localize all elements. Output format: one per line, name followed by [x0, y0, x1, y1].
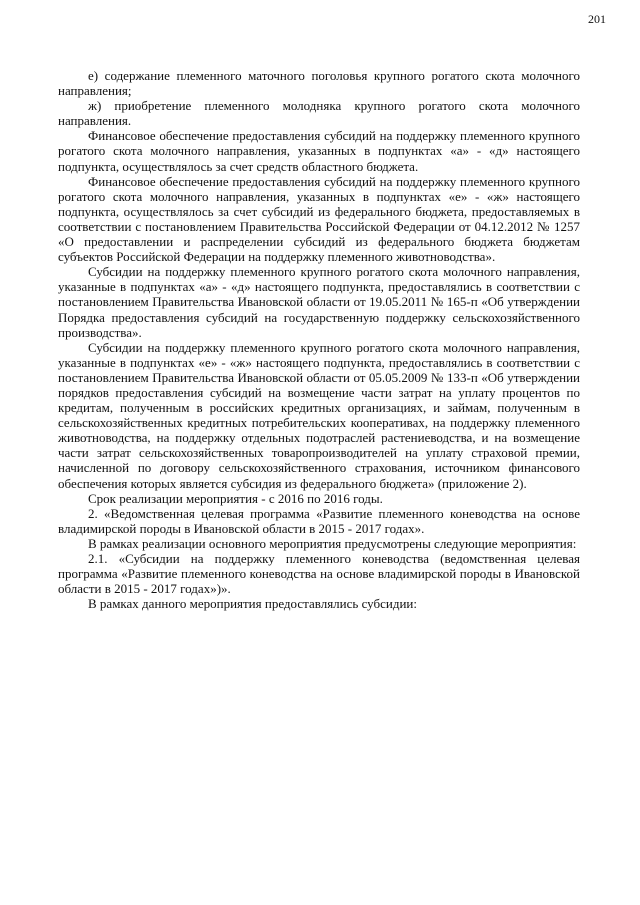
paragraph: Субсидии на поддержку племенного крупного рогатого скота молочного направления, указанные в подпунктах «е» - «ж» настоящего подпункта, предоставлялись в соответствии с постановлением Правительства Ивановской области от 05.05.2009 № 133-п «Об утверждении порядков предоставления субсидий на возмещение части затрат на уплату процентов по кредитам, полученным в российских кредитных организациях, и займам, полученным в сельскохозяйственных кредитных потребительских кооперативах, на поддержку племенного животноводства, на поддержку отдельных подотраслей растениеводства, и на возмещение части затрат сельскохозяйственных товаропроизводителей на уплату страховой премии, начисленной по договору сельскохозяйственного страхования, источником финансового обеспечения которых является субсидия из федерального бюджета» (приложение 2).	[58, 339, 580, 491]
body-text	[58, 68, 580, 611]
paragraph: Срок реализации мероприятия - с 2016 по 2016 годы.	[88, 490, 383, 506]
paragraph: Субсидии на поддержку племенного крупного рогатого скота молочного направления, указанные в подпунктах «а» - «д» настоящего подпункта, предоставлялись в соответствии с постановлением Правительства Ивановской области от 19.05.2011 № 165-п «Об утверждении Порядка предоставления субсидий на государственную поддержку сельскохозяйственного производства».	[58, 264, 580, 340]
paragraph: Финансовое обеспечение предоставления субсидий на поддержку племенного крупного рогатого скота молочного направления, указанных в подпунктах «а» - «д» настоящего подпункта, осуществлялось за счет средств областного бюджета.	[58, 128, 580, 174]
paragraph: Финансовое обеспечение предоставления субсидий на поддержку племенного крупного рогатого скота молочного направления, указанных в подпунктах «е» - «ж» настоящего подпункта, осуществлялось за счет субсидий из федерального бюджета, предоставляемых в соответствии с постановлением Правительства Российской Федерации от 04.12.2012 № 1257 «О предоставлении и распределении субсидий из федерального бюджета бюджетам субъектов Российской Федерации на поддержку племенного животноводства».	[58, 173, 580, 265]
paragraph: 2.1. «Субсидии на поддержку племенного коневодства (ведомственная целевая программа «Развитие племенного коневодства на основе владимирской породы в Ивановской области в 2015 - 2017 годах»)».	[58, 551, 580, 597]
page-number: 201	[588, 12, 606, 26]
paragraph: е) содержание племенного маточного поголовья крупного рогатого скота молочного направления;	[58, 68, 580, 99]
paragraph: 2. «Ведомственная целевая программа «Развитие племенного коневодства на основе владимирской породы в Ивановской области в 2015 - 2017 годах».	[58, 505, 580, 536]
paragraph: В рамках реализации основного мероприятия предусмотрены следующие мероприятия:	[88, 535, 577, 551]
paragraph: В рамках данного мероприятия предоставлялись субсидии:	[88, 596, 417, 612]
paragraph: ж) приобретение племенного молодняка крупного рогатого скота молочного направления.	[58, 98, 580, 129]
